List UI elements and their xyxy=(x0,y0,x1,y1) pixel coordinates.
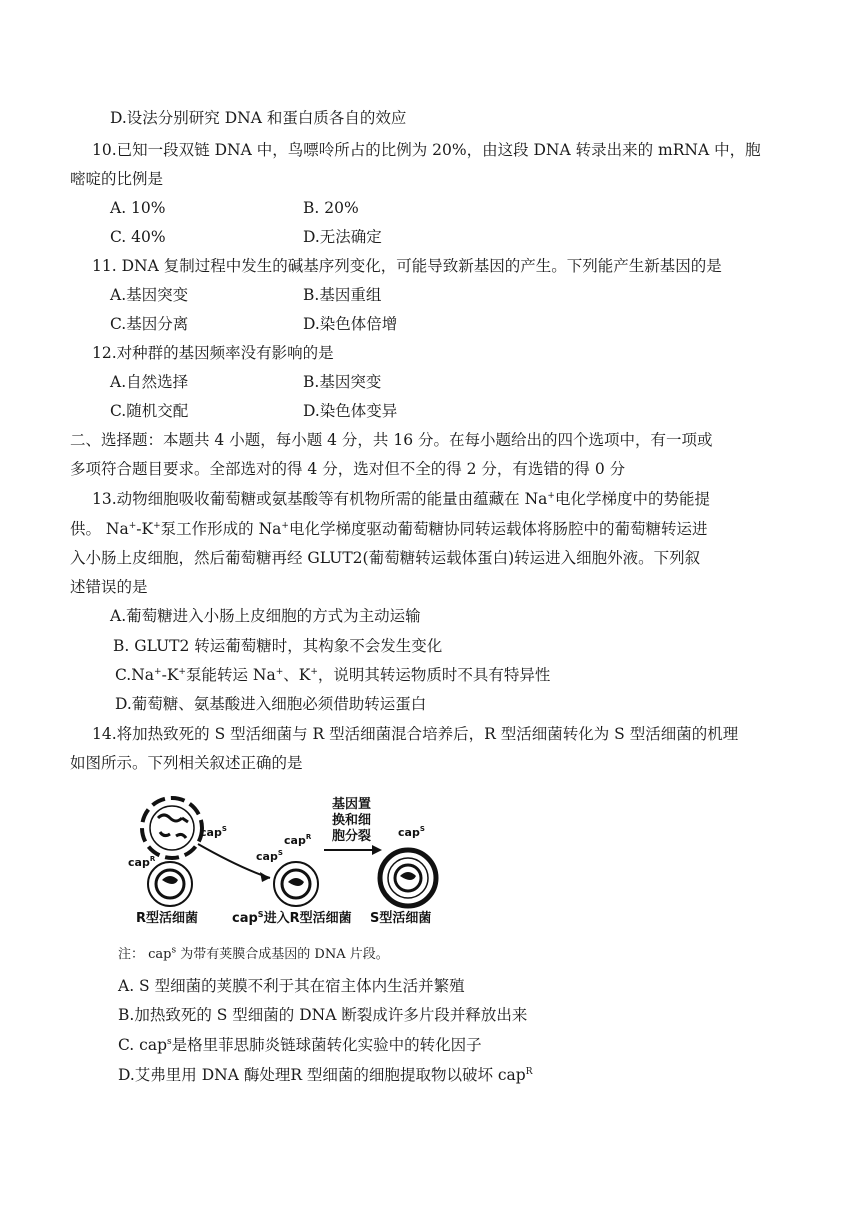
capr-label-2: cap$^R$ xyxy=(284,833,312,847)
q11-option-d: D.染色体倍增 xyxy=(303,315,398,333)
caps-label-3: cap$^S$ xyxy=(398,825,425,839)
step-label-line3: 胞分裂 xyxy=(332,829,372,844)
q12-option-c: C.随机交配 xyxy=(110,402,189,420)
q13-stem-line2: 供。 Na+-K+泵工作形成的 Na+电化学梯度驱动葡萄糖协同转运载体将肠腔中的葡萄糖转运进 xyxy=(70,520,708,538)
q13-stem-line4: 述错误的是 xyxy=(70,578,148,596)
capr-label-1: cap$^R$ xyxy=(128,855,156,869)
step-label-line2: 换和细 xyxy=(332,813,372,828)
q12-option-d: D.染色体变异 xyxy=(303,402,398,420)
q14-option-b: B.加热致死的 S 型细菌的 DNA 断裂成许多片段并释放出来 xyxy=(118,1006,528,1024)
label-s-bacterium: S型活细菌 xyxy=(370,911,432,926)
q11-option-c: C.基因分离 xyxy=(110,315,189,333)
q12-option-a: A.自然选择 xyxy=(110,373,189,391)
arrow-2-head xyxy=(372,845,382,855)
q14-stem-line2: 如图所示。下列相关叙述正确的是 xyxy=(70,754,303,772)
q13-option-c: C.Na+-K+泵能转运 Na+、K+，说明其转运物质时不具有特异性 xyxy=(115,666,551,684)
q11-stem: 11. DNA 复制过程中发生的碱基序列变化，可能导致新基因的产生。下列能产生新基因的是 xyxy=(92,257,722,275)
q10-option-b: B. 20% xyxy=(303,199,359,217)
heat-killed-s-bacterium xyxy=(142,798,202,858)
q14-stem-line1: 14.将加热致死的 S 型活细菌与 R 型活细菌混合培养后，R 型活细菌转化为 S 型活细菌的机理 xyxy=(92,725,739,743)
q13-option-b: B. GLUT2 转运葡萄糖时，其构象不会发生变化 xyxy=(113,637,443,655)
q10-option-d: D.无法确定 xyxy=(303,228,382,246)
q14-option-a: A. S 型细菌的荚膜不利于其在宿主体内生活并繁殖 xyxy=(118,977,465,995)
q10-stem-line1: 10.已知一段双链 DNA 中，鸟嘌呤所占的比例为 20%，由这段 DNA 转录出来的 mRNA 中，胞 xyxy=(92,141,761,159)
q11-option-a: A.基因突变 xyxy=(110,286,189,304)
q13-option-d: D.葡萄糖、氨基酸进入细胞必须借助转运蛋白 xyxy=(115,695,427,713)
q12-stem: 12.对种群的基因频率没有影响的是 xyxy=(92,344,334,362)
q14-figure-note: 注： cap$^s$ 为带有荚膜合成基因的 DNA 片段。 xyxy=(118,945,389,962)
q10-option-c: C. 40% xyxy=(110,228,166,246)
q11-option-b: B.基因重组 xyxy=(303,286,382,304)
q13-stem-line1: 13.动物细胞吸收葡萄糖或氨基酸等有机物所需的能量由蕴藏在 Na+电化学梯度中的势能提 xyxy=(92,490,710,508)
q12-option-b: B.基因突变 xyxy=(303,373,382,391)
r-type-bacterium xyxy=(148,862,192,906)
step-label-line1: 基因置 xyxy=(332,797,372,812)
label-caps-enter: cap$^S$进入R型活细菌 xyxy=(232,910,352,926)
section2-heading-line1: 二、选择题：本题共 4 小题，每小题 4 分，共 16 分。在每小题给出的四个选项中，有一项或 xyxy=(70,431,713,449)
q9-option-d: D.设法分别研究 DNA 和蛋白质各自的效应 xyxy=(110,109,407,127)
q13-stem-line3: 入小肠上皮细胞，然后葡萄糖再经 GLUT2(葡萄糖转运载体蛋白)转运进入细胞外液。下列叙 xyxy=(70,549,701,567)
section2-heading-line2: 多项符合题目要求。全部选对的得 4 分，选对但不全的得 2 分，有选错的得 0 分 xyxy=(70,460,626,478)
transformation-diagram xyxy=(120,788,460,928)
s-type-bacterium xyxy=(380,850,436,906)
q10-option-a: A. 10% xyxy=(110,199,166,217)
label-r-bacterium: R型活细菌 xyxy=(136,911,199,926)
q14-option-c: C. cap$^s$是格里菲思肺炎链球菌转化实验中的转化因子 xyxy=(118,1036,482,1054)
q10-stem-line2: 嘧啶的比例是 xyxy=(70,170,164,188)
q14-option-d: D.艾弗里用 DNA 酶处理R 型细菌的细胞提取物以破坏 cap$^R$ xyxy=(118,1066,533,1084)
r-bacterium-with-caps xyxy=(274,862,318,906)
caps-label-2: cap$^S$ xyxy=(256,849,283,863)
caps-label-1: cap$^S$ xyxy=(200,825,227,839)
q13-option-a: A.葡萄糖进入小肠上皮细胞的方式为主动运输 xyxy=(110,607,421,625)
